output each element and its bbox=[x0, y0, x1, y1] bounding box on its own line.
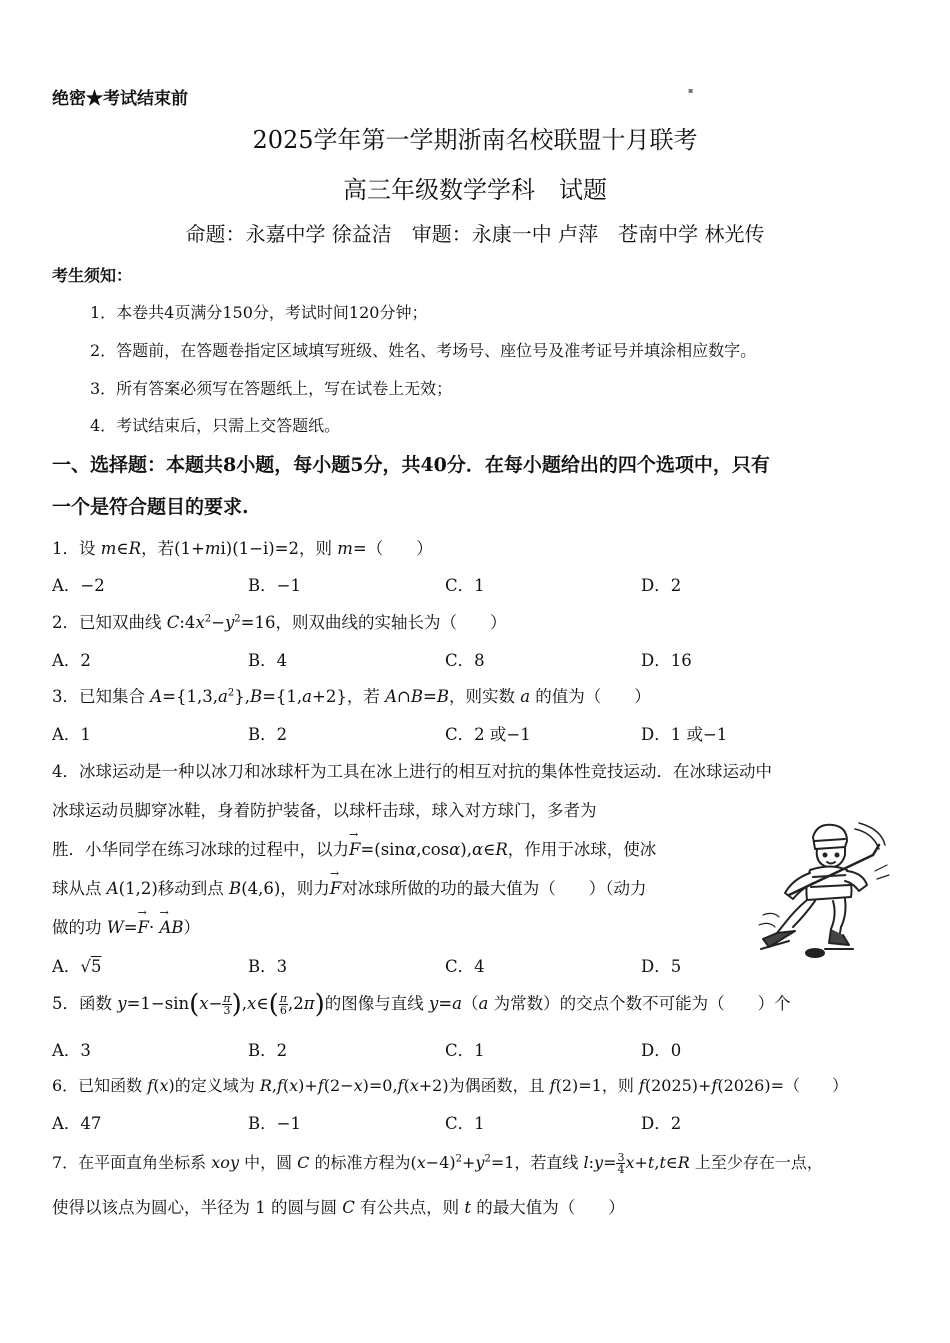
q1-option-c: C．1 bbox=[445, 576, 485, 595]
q1-option-b: B．−1 bbox=[248, 576, 301, 595]
exam-subtitle: 高三年级数学学科 试题 bbox=[343, 176, 607, 204]
hockey-player-illustration bbox=[755, 815, 890, 960]
question-2: 2．已知双曲线 $C:4x^2-y^2=16$，则双曲线的实轴长为（ ） bbox=[52, 613, 507, 632]
question-7-line-1: 7．在平面直角坐标系 xoy 中，圆 C 的标准方程为$(x-4)^2+y^2=1$，若直线 l:y= $\frac{3}{4}$ x+t,t∈R 上至少存在一点， bbox=[52, 1151, 823, 1176]
notice-item: 3．所有答案必须写在答题纸上，写在试卷上无效； bbox=[90, 379, 453, 398]
scan-dot: ▪ bbox=[688, 86, 694, 95]
q2-option-b: B．4 bbox=[248, 651, 288, 670]
q3-option-a: A．1 bbox=[52, 725, 91, 744]
q6-option-d: D．2 bbox=[641, 1114, 682, 1133]
notice-item: 1．本卷共4页满分150分，考试时间120分钟； bbox=[90, 303, 428, 322]
q4-option-a: A．√5 bbox=[52, 957, 102, 976]
q2-option-a: A．2 bbox=[52, 651, 91, 670]
question-1: 1．设 m∈R，若(1+mi)(1−i)=2，则 m=（ ） bbox=[52, 539, 433, 558]
question-3: 3．已知集合 $A=\{1,3,a^2\},B=\{1,a+2\}$，若 A∩B=B，则实数 a 的值为（ ） bbox=[52, 687, 651, 706]
question-5: 5．函数 y=1−sin(x− $\frac{\pi}{3}$ ),x∈( $\frac{\pi}{6}$ ,2π)的图像与直线 y=a（a 为常数）的交点个数不可能为（ ）个 bbox=[52, 989, 791, 1020]
q5-option-b: B．2 bbox=[248, 1041, 288, 1060]
q2-option-d: D．16 bbox=[641, 651, 692, 670]
q6-option-b: B．−1 bbox=[248, 1114, 301, 1133]
q3-option-b: B．2 bbox=[248, 725, 288, 744]
q5-option-d: D．0 bbox=[641, 1041, 682, 1060]
q5-option-c: C．1 bbox=[445, 1041, 485, 1060]
q4-option-b: B．3 bbox=[248, 957, 288, 976]
notice-heading: 考生须知： bbox=[52, 266, 133, 285]
question-7-line-2: 使得以该点为圆心，半径为 1 的圆与圆 C 有公共点，则 t 的最大值为（ ） bbox=[52, 1198, 625, 1217]
section-heading: 一、选择题：本题共8小题，每小题5分，共40分．在每小题给出的四个选项中，只有 bbox=[52, 454, 770, 476]
q4-option-d: D．5 bbox=[641, 957, 682, 976]
notice-item: 2．答题前，在答题卷指定区域填写班级、姓名、考场号、座位号及准考证号并填涂相应数字。 bbox=[90, 341, 757, 360]
notice-item: 4．考试结束后，只需上交答题纸。 bbox=[90, 416, 341, 435]
confidential-label: 绝密★考试结束前 bbox=[52, 89, 188, 109]
question-4-line-2: 冰球运动员脚穿冰鞋，身着防护装备，以球杆击球，球入对方球门，多者为 bbox=[52, 801, 597, 820]
question-4-line-1: 4．冰球运动是一种以冰刀和冰球杆为工具在冰上进行的相互对抗的集体性竞技运动．在冰球运动中 bbox=[52, 762, 772, 781]
exam-title: 2025学年第一学期浙南名校联盟十月联考 bbox=[252, 126, 698, 154]
question-6: 6．已知函数 f(x)的定义域为 R,f(x)+f(2−x)=0,f(x+2)为偶函数，且 f(2)=1，则 f(2025)+f(2026)=（ ） bbox=[52, 1076, 848, 1095]
q3-option-d: D．1 或−1 bbox=[641, 725, 728, 744]
q3-option-c: C．2 或−1 bbox=[445, 725, 531, 744]
question-4-line-5: 做的功 W=→ F· → AB） bbox=[52, 914, 200, 938]
question-4-line-4: 球从点 A(1,2)移动到点 B(4,6)，则力→ F对冰球所做的功的最大值为（ ）（动力 bbox=[52, 875, 647, 899]
q2-option-c: C．8 bbox=[445, 651, 485, 670]
section-heading-cont: 一个是符合题目的要求. bbox=[52, 496, 249, 518]
authors-line: 命题：永嘉中学 徐益洁 审题：永康一中 卢萍 苍南中学 林光传 bbox=[185, 222, 765, 246]
q6-option-c: C．1 bbox=[445, 1114, 485, 1133]
q6-option-a: A．47 bbox=[52, 1114, 102, 1133]
q1-option-d: D．2 bbox=[641, 576, 682, 595]
question-4-line-3: 胜．小华同学在练习冰球的过程中，以力→ F=(sinα,cosα),α∈R，作用于冰球，使冰 bbox=[52, 836, 656, 860]
q5-option-a: A．3 bbox=[52, 1041, 91, 1060]
q1-option-a: A．−2 bbox=[52, 576, 105, 595]
q4-option-c: C．4 bbox=[445, 957, 485, 976]
